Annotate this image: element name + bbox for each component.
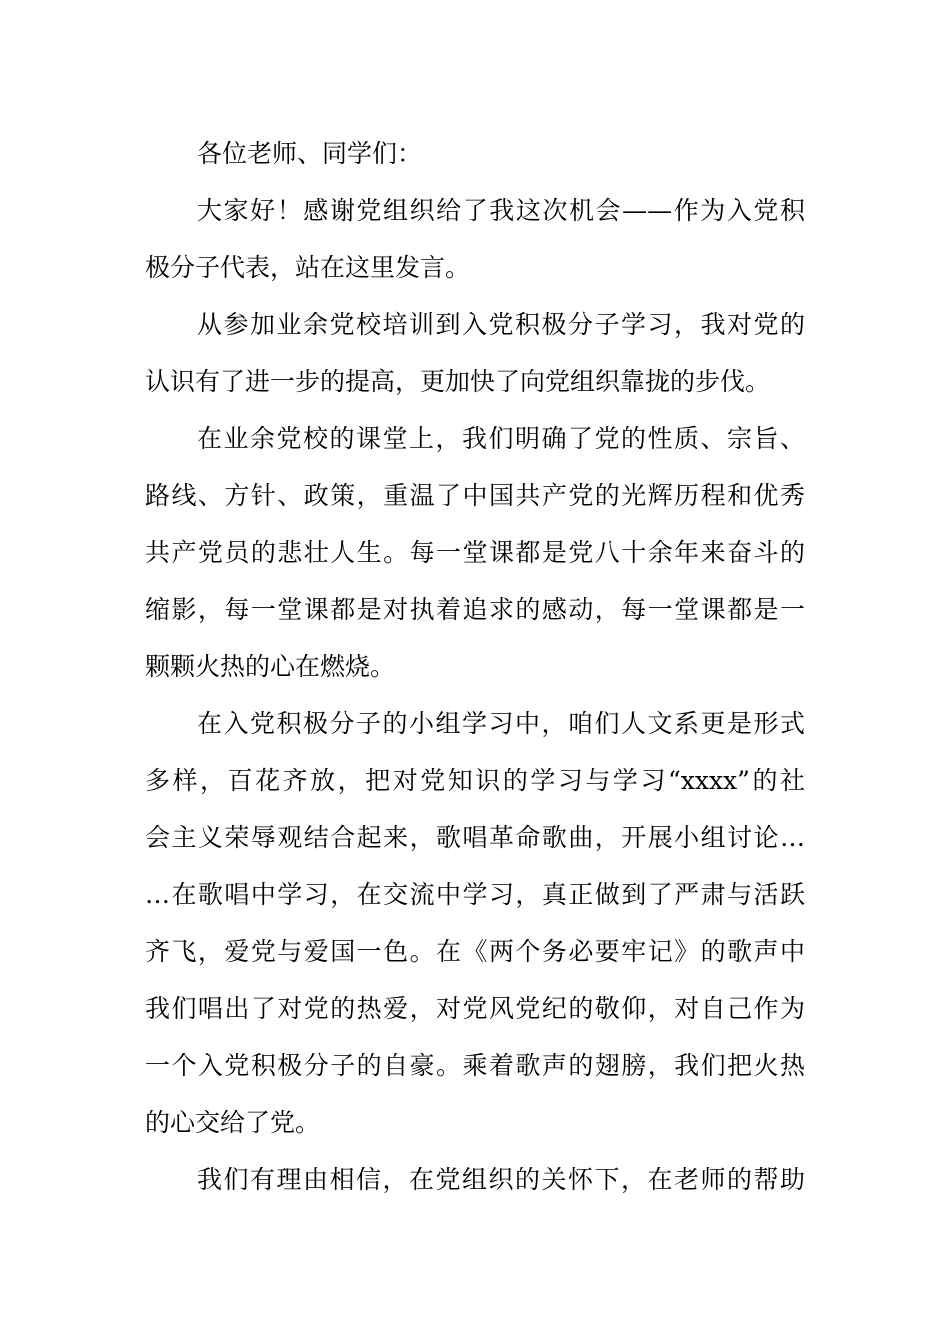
paragraph-belief	[145, 1151, 805, 1208]
text-line: 多样，百花齐放，把对党知识的学习与学习“xxxx”的社	[145, 766, 805, 795]
text-line: 缩影，每一堂课都是对执着追求的感动，每一堂课都是一	[145, 595, 805, 624]
text-line: 我们有理由相信，在党组织的关怀下，在老师的帮助	[197, 1165, 805, 1194]
document-body	[145, 125, 805, 1208]
text-line: 在入党积极分子的小组学习中，咱们人文系更是形式	[197, 709, 805, 738]
paragraph-group-study	[145, 695, 805, 1151]
text-line: 会主义荣辱观结合起来，歌唱革命歌曲，开展小组讨论…	[145, 823, 805, 852]
paragraph-greeting	[145, 125, 805, 182]
text-line: 一个入党积极分子的自豪。乘着歌声的翅膀，我们把火热	[145, 1051, 805, 1080]
text-line: 认识有了进一步的提高，更加快了向党组织靠拢的步伐。	[145, 367, 771, 396]
paragraph-classroom	[145, 410, 805, 695]
text-line: 颗颗火热的心在燃烧。	[145, 652, 396, 681]
paragraph-training	[145, 296, 805, 410]
text-line: 我们唱出了对党的热爱，对党风党纪的敬仰，对自己作为	[145, 994, 805, 1023]
text-line: 齐飞，爱党与爱国一色。在《两个务必要牢记》的歌声中	[145, 937, 805, 966]
text-line: 的心交给了党。	[145, 1108, 321, 1137]
text-line: …在歌唱中学习，在交流中学习，真正做到了严肃与活跃	[145, 880, 805, 909]
text-line: 共产党员的悲壮人生。每一堂课都是党八十余年来奋斗的	[145, 538, 805, 567]
text-line: 路线、方针、政策，重温了中国共产党的光辉历程和优秀	[145, 481, 805, 510]
text-line: 大家好！感谢党组织给了我这次机会——作为入党积	[197, 196, 805, 225]
paragraph-opening	[145, 182, 805, 296]
text-line: 极分子代表，站在这里发言。	[145, 253, 471, 282]
text-line: 从参加业余党校培训到入党积极分子学习，我对党的	[197, 310, 805, 339]
text-line: 在业余党校的课堂上，我们明确了党的性质、宗旨、	[197, 424, 805, 453]
text-line: 各位老师、同学们：	[197, 139, 423, 168]
